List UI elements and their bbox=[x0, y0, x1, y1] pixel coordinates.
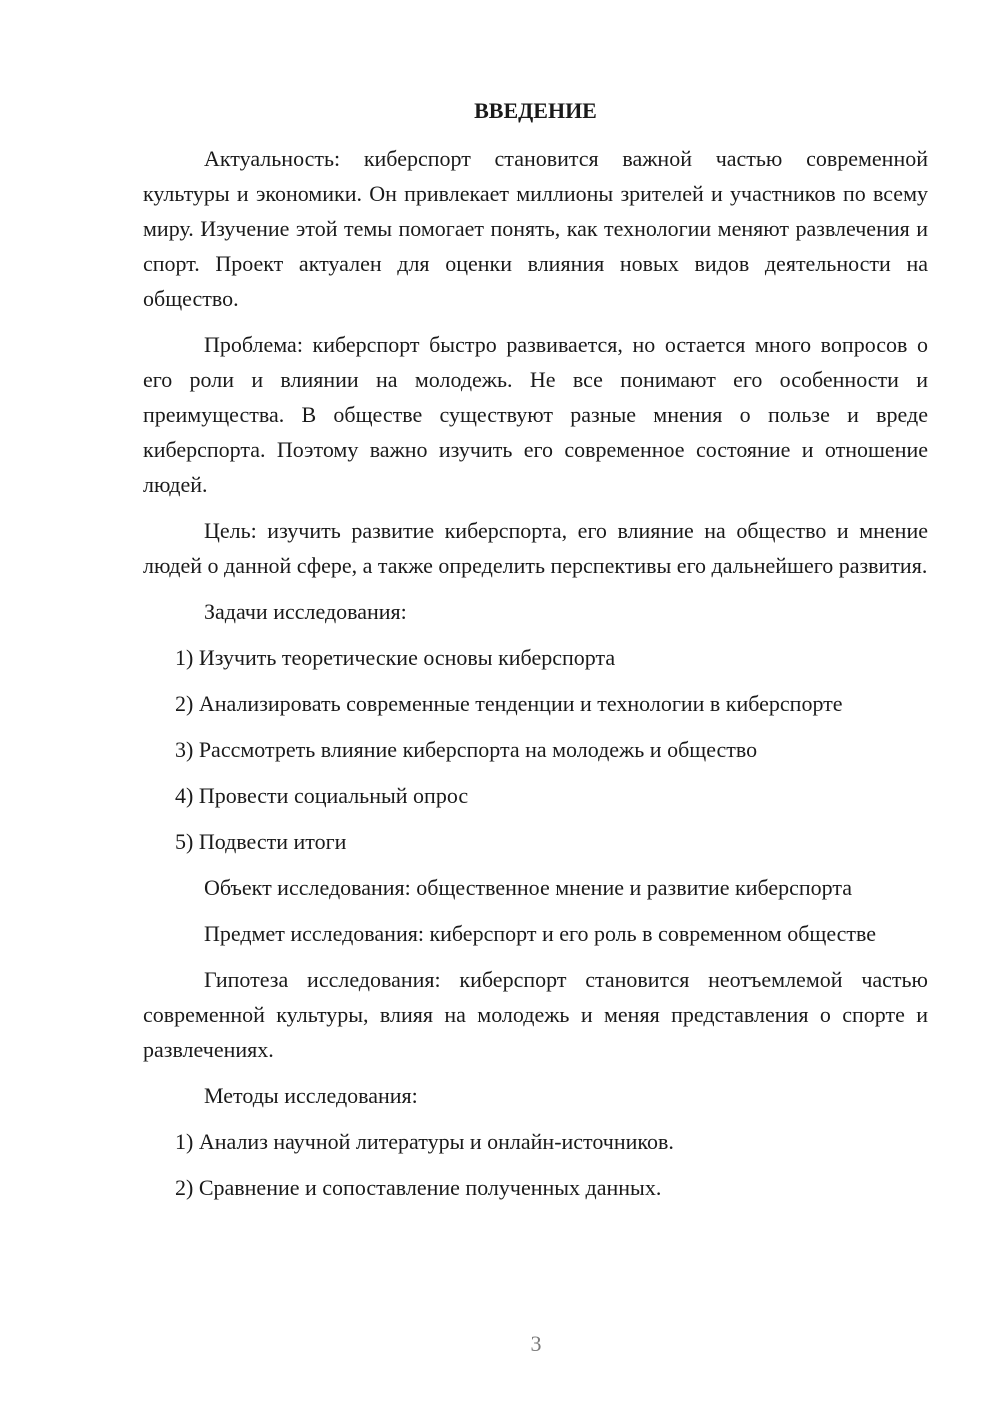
relevance-paragraph: Актуальность: киберспорт становится важной частью современной культуры и экономики. Он привлекает миллионы зрителей и участников по всему миру. Изучение этой темы помогает понять, как технологии меняют развлечения и спорт. Проект актуален для оценки влияния новых видов деятельности на общество. bbox=[143, 146, 928, 311]
subject-paragraph: Предмет исследования: киберспорт и его роль в современном обществе bbox=[204, 921, 877, 946]
object-paragraph: Объект исследования: общественное мнение и развитие киберспорта bbox=[204, 875, 853, 900]
problem-paragraph: Проблема: киберспорт быстро развивается, но остается много вопросов о его роли и влиянии на молодежь. Не все понимают его особенности и преимущества. В обществе существуют разные мнения о пользе и вреде киберспорта. Поэтому важно изучить его современное состояние и отношение людей. bbox=[143, 332, 928, 497]
page-content bbox=[143, 97, 928, 1216]
method-item: 2) Сравнение и сопоставление полученных данных. bbox=[175, 1175, 662, 1200]
task-item: 4) Провести социальный опрос bbox=[175, 783, 469, 808]
task-item: 3) Рассмотреть влияние киберспорта на молодежь и общество bbox=[175, 737, 758, 762]
section-title: ВВЕДЕНИЕ bbox=[474, 98, 597, 123]
goal-paragraph: Цель: изучить развитие киберспорта, его влияние на общество и мнение людей о данной сфере, а также определить перспективы его дальнейшего развития. bbox=[143, 518, 928, 578]
method-item: 1) Анализ научной литературы и онлайн-источников. bbox=[175, 1129, 674, 1154]
task-item: 2) Анализировать современные тенденции и технологии в киберспорте bbox=[175, 691, 843, 716]
page-number: 3 bbox=[530, 1331, 542, 1356]
task-item: 5) Подвести итоги bbox=[175, 829, 347, 854]
tasks-heading: Задачи исследования: bbox=[204, 599, 407, 624]
hypothesis-paragraph: Гипотеза исследования: киберспорт становится неотъемлемой частью современной культуры, влияя на молодежь и меняя представления о спорте и развлечениях. bbox=[143, 967, 928, 1062]
methods-heading: Методы исследования: bbox=[204, 1083, 418, 1108]
task-item: 1) Изучить теоретические основы киберспорта bbox=[175, 645, 616, 670]
